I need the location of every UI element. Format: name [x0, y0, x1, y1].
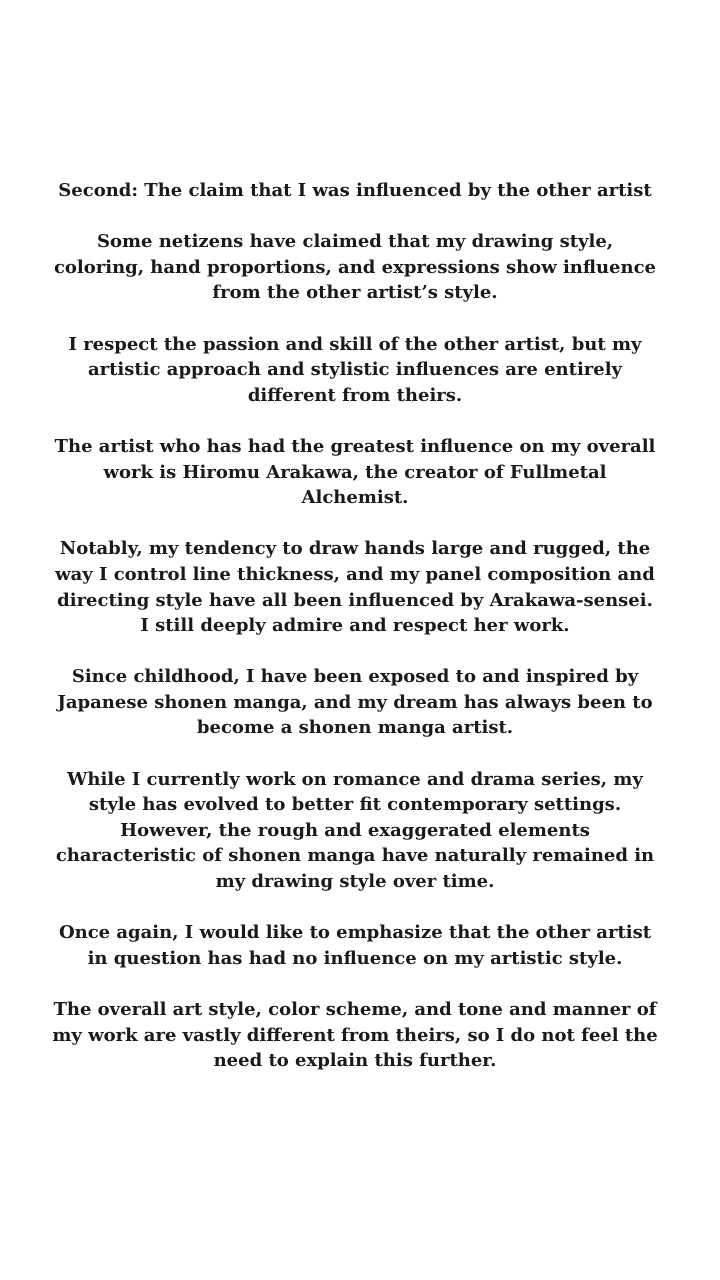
statement-paragraph: Once again, I would like to emphasize that the other artist in question has had no influence on my artistic style. — [58, 922, 652, 969]
statement-paragraph: Notably, my tendency to draw hands large and rugged, the way I control line thickness, and my panel composition and directing style have all been influenced by Arakawa-sensei. I still deeply admire and respect her work. — [55, 538, 655, 637]
statement-heading: Second: The claim that I was influenced by the other artist — [58, 180, 652, 201]
statement-paragraph: Some netizens have claimed that my drawing style, coloring, hand proportions, and expressions show influence from the other artist’s style. — [53, 231, 657, 304]
statement-paragraph: I respect the passion and skill of the other artist, but my artistic approach and stylistic influences are entirely different from theirs. — [68, 333, 642, 406]
statement-paragraph: The overall art style, color scheme, and tone and manner of my work are vastly different from theirs, so I do not feel the need to explain this further. — [52, 999, 658, 1072]
statement-text-block — [50, 178, 660, 1099]
statement-paragraph: The artist who has had the greatest influence on my overall work is Hiromu Arakawa, the creator of Fullmetal Alchemist. — [54, 435, 656, 509]
statement-paragraph: While I currently work on romance and drama series, my style has evolved to better fit contemporary settings. However, the rough and exaggerated elements characteristic of shonen manga have naturally remained in my drawing style over time. — [55, 768, 655, 893]
statement-paragraph: Since childhood, I have been exposed to and inspired by Japanese shonen manga, and my dream has always been to become a shonen manga artist. — [57, 666, 653, 739]
